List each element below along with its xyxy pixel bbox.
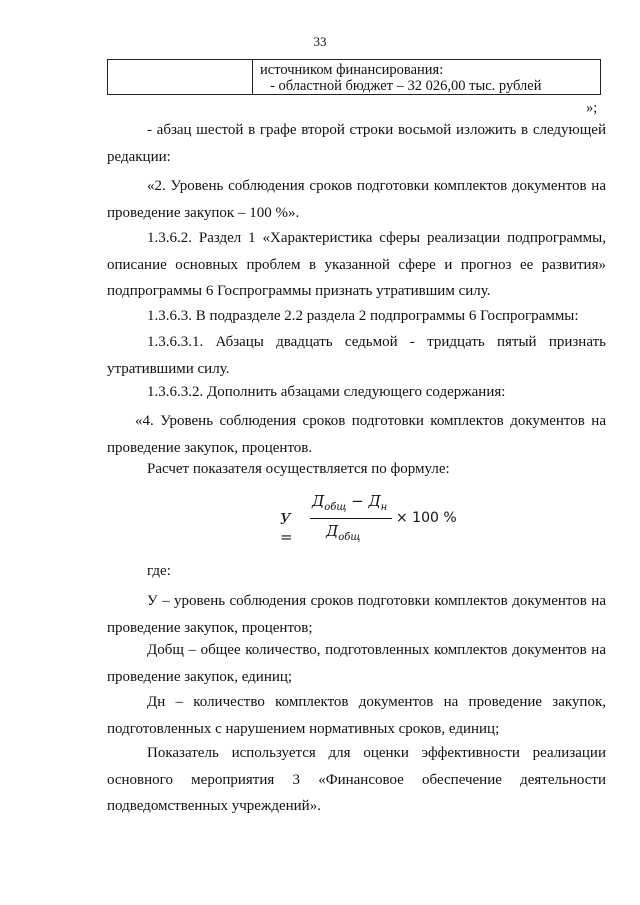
paragraph-8: Расчет показателя осуществляется по формуле: <box>147 461 450 477</box>
paragraph-2: «2. Уровень соблюдения сроков подготовки комплектов документов на проведение закупок – 100 %». <box>107 178 606 221</box>
formula-rhs: × 100 % <box>396 510 457 526</box>
financing-table <box>107 59 601 95</box>
page-number: 33 <box>313 34 327 49</box>
paragraph-6: 1.3.6.3.2. Дополнить абзацами следующего содержания: <box>147 384 506 400</box>
paragraph-4: 1.3.6.3. В подразделе 2.2 раздела 2 подпрограммы 6 Госпрограммы: <box>147 308 579 324</box>
paragraph-5: 1.3.6.3.1. Абзацы двадцать седьмой - тридцать пятый признать утратившими силу. <box>107 334 606 377</box>
paragraph-3: 1.3.6.2. Раздел 1 «Характеристика сферы реализации подпрограммы, описание основных проблем в указанной сфере и прогноз ее развития» подпрограммы 6 Госпрограммы признать утратившим силу. <box>107 230 606 299</box>
paragraph-def-dn: Дн – количество комплектов документов на проведение закупок, подготовленных с нарушением нормативных сроков, единиц; <box>107 694 606 737</box>
formula-lhs: У = <box>280 510 293 546</box>
formula-denominator: $Д_{общ}$ <box>326 522 361 543</box>
quote-close: »; <box>586 100 598 116</box>
paragraph-def-u: У – уровень соблюдения сроков подготовки комплектов документов на проведение закупок, процентов; <box>107 593 606 636</box>
table-line-2: - областной бюджет – 32 026,00 тыс. рублей <box>270 78 542 94</box>
paragraph-7: «4. Уровень соблюдения сроков подготовки комплектов документов на проведение закупок, процентов. <box>107 413 606 456</box>
formula-numerator: $Д_{общ} - Д_н$ <box>312 492 388 513</box>
paragraph-def-dobsch: Добщ – общее количество, подготовленных комплектов документов на проведение закупок, единиц; <box>107 642 606 685</box>
paragraph-indicator: Показатель используется для оценки эффективности реализации основного мероприятия 3 «Финансовое обеспечение деятельности подведомственных учреждений». <box>107 745 606 814</box>
paragraph-1: - абзац шестой в графе второй строки восьмой изложить в следующей редакции: <box>107 122 606 165</box>
table-cell-empty <box>108 60 253 94</box>
paragraph-where: где: <box>147 563 171 579</box>
fraction-bar <box>310 518 392 519</box>
table-cell-financing <box>260 62 541 94</box>
table-line-1: источником финансирования: <box>260 62 444 78</box>
